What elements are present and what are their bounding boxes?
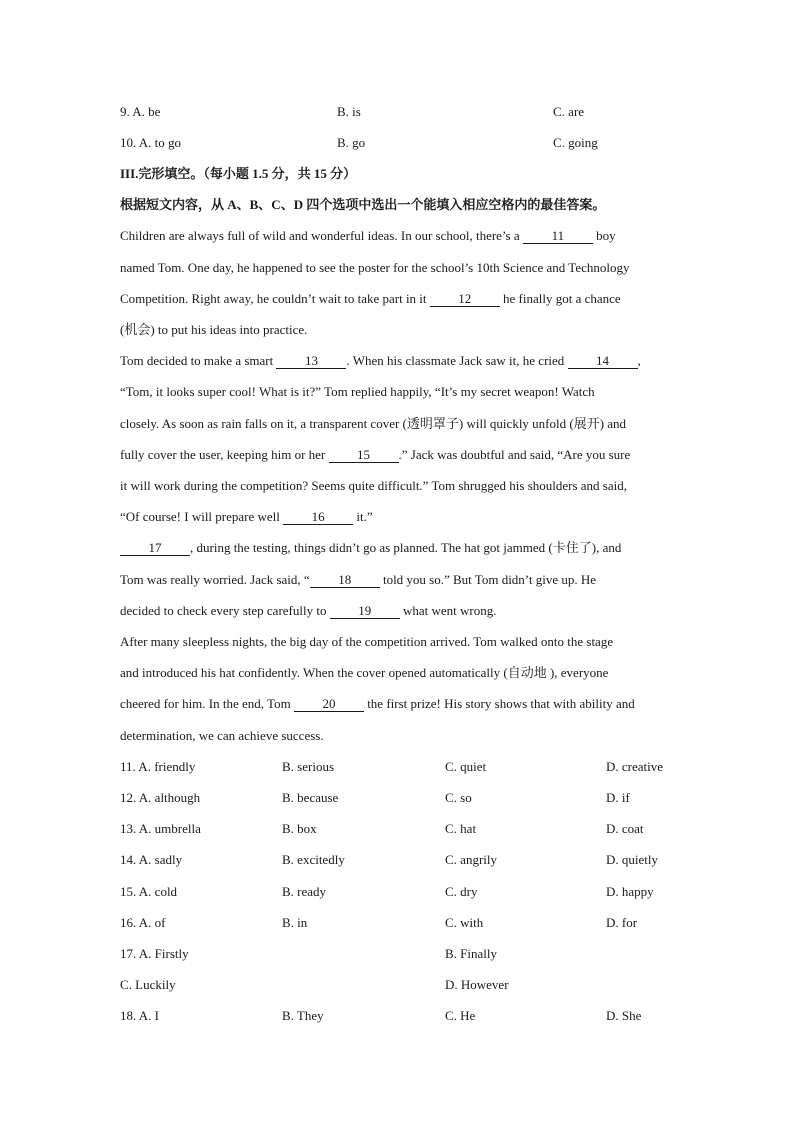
passage-text: the first prize! His story shows that with ability and [363, 696, 635, 711]
option-16a: 16. A. of [120, 915, 166, 930]
passage-text: .” Jack was doubtful and said, “Are you sure [398, 447, 631, 462]
option-12d: D. if [606, 790, 630, 805]
blank-14: 14 [568, 354, 638, 369]
passage-text: decided to check every step carefully to [120, 603, 330, 618]
option-17c: C. Luckily [120, 977, 176, 992]
blank-20: 20 [294, 697, 364, 712]
passage-text: boy [592, 228, 616, 243]
passage-text: , during the testing, things didn’t go as planned. The hat got jammed (卡住了), and [190, 540, 622, 555]
blank-17: 17 [120, 541, 190, 556]
passage-text: it.” [353, 509, 373, 524]
option-13d: D. coat [606, 821, 644, 836]
option-17b: B. Finally [445, 946, 498, 961]
option-14c: C. angrily [445, 852, 497, 867]
option-15d: D. happy [606, 884, 654, 899]
option-16c: C. with [445, 915, 484, 930]
option-18b: B. They [282, 1008, 324, 1023]
passage-text: he finally got a chance [499, 291, 621, 306]
option-9a: 9. A. be [120, 104, 161, 119]
blank-18: 18 [310, 573, 380, 588]
passage-text: Children are always full of wild and wonderful ideas. In our school, there’s a [120, 228, 523, 243]
option-9b: B. is [337, 104, 361, 119]
option-12b: B. because [282, 790, 339, 805]
passage-line-7: closely. As soon as rain falls on it, a transparent cover (透明罩子) will quickly unfold (展开) and [120, 416, 627, 431]
option-10c: C. going [553, 135, 598, 150]
option-15b: B. ready [282, 884, 327, 899]
passage-line-5 [120, 353, 641, 369]
blank-15: 15 [329, 448, 399, 463]
passage-line-4: (机会) to put his ideas into practice. [120, 322, 308, 337]
option-14a: 14. A. sadly [120, 852, 183, 867]
option-15c: C. dry [445, 884, 478, 899]
passage-text: what went wrong. [399, 603, 497, 618]
passage-line-9: it will work during the competition? Seems quite difficult.” Tom shrugged his shoulders and said, [120, 478, 627, 493]
passage-line-3 [120, 291, 621, 307]
blank-11: 11 [523, 229, 593, 244]
passage-text: . When his classmate Jack saw it, he cried [346, 353, 568, 368]
option-16d: D. for [606, 915, 638, 930]
passage-line-1 [120, 228, 616, 244]
option-13a: 13. A. umbrella [120, 821, 201, 836]
passage-text: cheered for him. In the end, Tom [120, 696, 294, 711]
passage-text: “Of course! I will prepare well [120, 509, 284, 524]
option-13b: B. box [282, 821, 317, 836]
option-18d: D. She [606, 1008, 642, 1023]
option-11c: C. quiet [445, 759, 487, 774]
section-instruction: 根据短文内容，从 A、B、C、D 四个选项中选出一个能填入相应空格内的最佳答案。 [120, 197, 606, 212]
option-9c: C. are [553, 104, 585, 119]
passage-line-16 [120, 696, 635, 712]
option-18a: 18. A. I [120, 1008, 159, 1023]
passage-line-8 [120, 447, 630, 463]
option-12a: 12. A. although [120, 790, 201, 805]
passage-line-10 [120, 509, 373, 525]
section-title: III.完形填空。（每小题 1.5 分，共 15 分） [120, 166, 357, 181]
option-14d: D. quietly [606, 852, 658, 867]
passage-line-11 [120, 540, 621, 556]
option-10b: B. go [337, 135, 366, 150]
passage-text: told you so.” But Tom didn’t give up. He [379, 572, 597, 587]
passage-line-15: and introduced his hat confidently. When the cover opened automatically (自动地 ), everyone [120, 665, 609, 680]
option-11b: B. serious [282, 759, 334, 774]
passage-text: , [637, 353, 641, 368]
option-11a: 11. A. friendly [120, 759, 196, 774]
passage-line-17: determination, we can achieve success. [120, 728, 324, 743]
passage-text: Tom was really worried. Jack said, “ [120, 572, 310, 587]
passage-text: Competition. Right away, he couldn’t wait to take part in it [120, 291, 430, 306]
blank-16: 16 [283, 510, 353, 525]
option-13c: C. hat [445, 821, 477, 836]
option-12c: C. so [445, 790, 472, 805]
option-10a: 10. A. to go [120, 135, 182, 150]
option-14b: B. excitedly [282, 852, 345, 867]
passage-line-13 [120, 603, 496, 619]
option-17a: 17. A. Firstly [120, 946, 189, 961]
blank-19: 19 [330, 604, 400, 619]
option-17d: D. However [445, 977, 509, 992]
option-18c: C. He [445, 1008, 476, 1023]
passage-text: fully cover the user, keeping him or her [120, 447, 329, 462]
blank-13: 13 [276, 354, 346, 369]
passage-text: Tom decided to make a smart [120, 353, 277, 368]
option-15a: 15. A. cold [120, 884, 178, 899]
option-11d: D. creative [606, 759, 664, 774]
passage-line-2: named Tom. One day, he happened to see the poster for the school’s 10th Science and Technology [120, 260, 630, 275]
option-16b: B. in [282, 915, 308, 930]
passage-line-14: After many sleepless nights, the big day of the competition arrived. Tom walked onto the stage [120, 634, 614, 649]
passage-line-6: “Tom, it looks super cool! What is it?” Tom replied happily, “It’s my secret weapon! Watch [120, 384, 595, 399]
blank-12: 12 [430, 292, 500, 307]
passage-line-12 [120, 572, 596, 588]
